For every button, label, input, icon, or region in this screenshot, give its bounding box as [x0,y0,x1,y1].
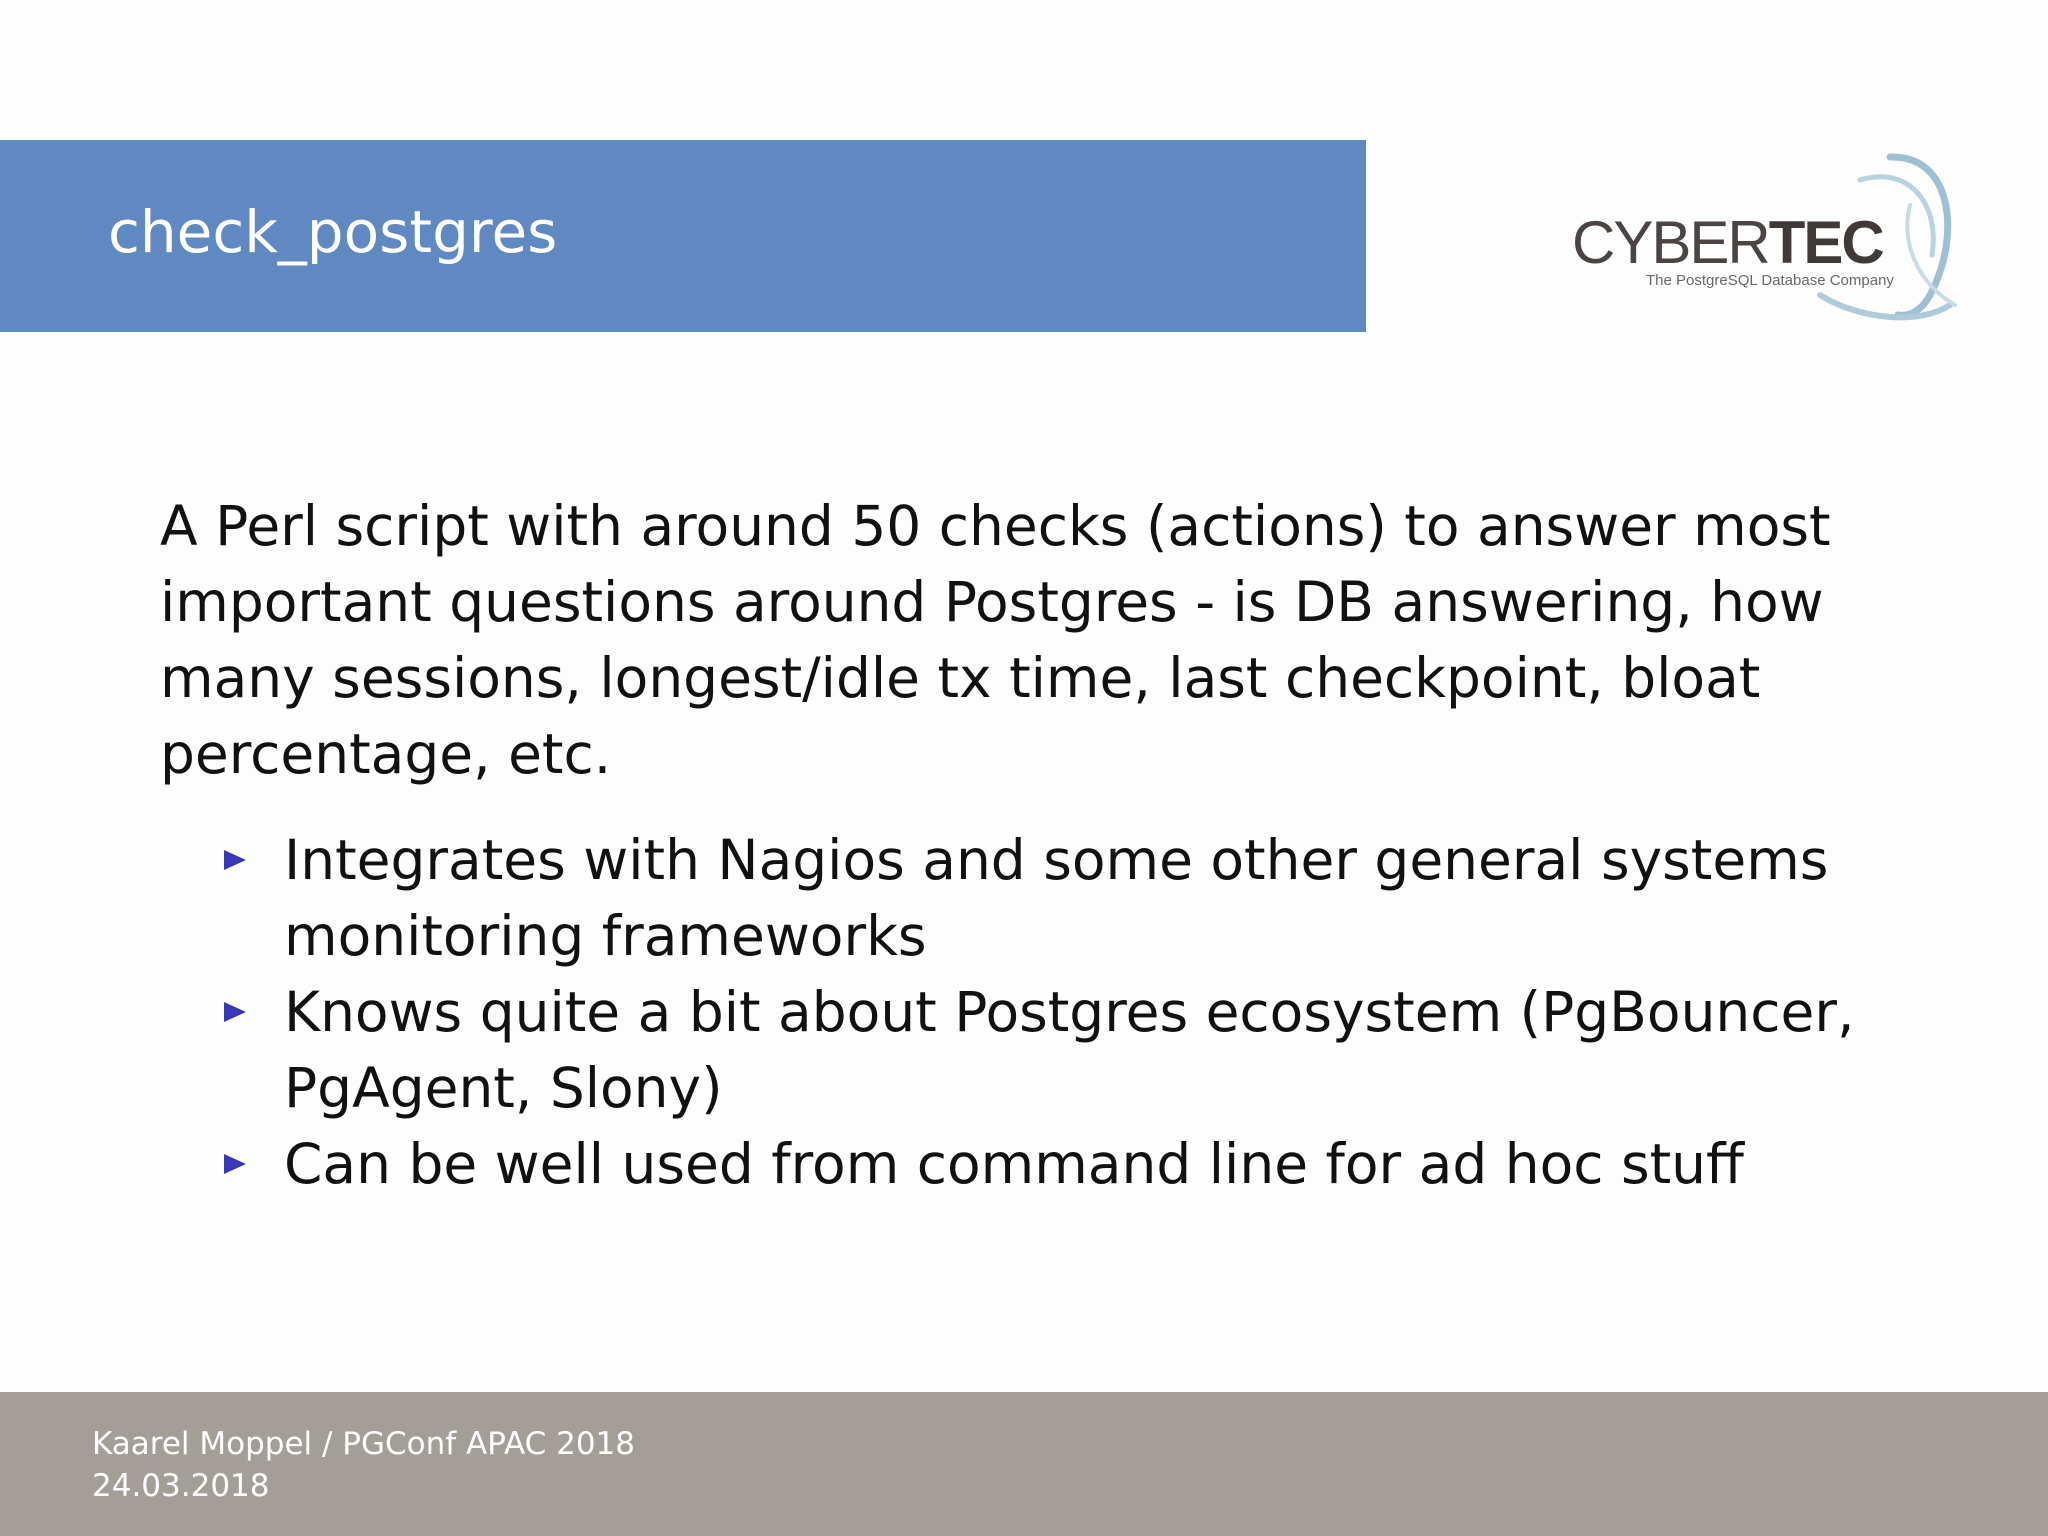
logo-brand-bold: TEC [1768,209,1883,276]
footer-date: 24.03.2018 [92,1468,270,1504]
title-bar [0,140,1366,332]
slide-title: check_postgres [108,198,558,266]
bullet-item [160,1126,1920,1202]
cybertec-logo [1560,145,1980,340]
logo-tagline: The PostgreSQL Database Company [1646,272,1894,289]
logo-brand-light: CYBER [1572,209,1769,276]
footer-bar [0,1392,2048,1536]
slide-body [160,488,1920,1202]
bullet-text: Knows quite a bit about Postgres ecosystem (PgBouncer, PgAgent, Slony) [284,980,1855,1120]
bullet-text: Can be well used from command line for ad hoc stuff [284,1132,1744,1196]
bullet-text: Integrates with Nagios and some other general systems monitoring frameworks [284,828,1829,968]
footer-author-event: Kaarel Moppel / PGConf APAC 2018 [92,1426,635,1462]
bullet-item [160,974,1920,1126]
triangle-right-icon [224,1126,246,1202]
triangle-right-icon [224,822,246,898]
bullet-item [160,822,1920,974]
bullet-list [160,822,1920,1202]
triangle-right-icon [224,974,246,1050]
svg-text:CYBERTEC [1572,209,1883,276]
intro-paragraph: A Perl script with around 50 checks (actions) to answer most important questions around Postgres - is DB answering, how many sessions, longest/idle tx time, last checkpoint, bloat percentage, etc. [160,494,1831,786]
